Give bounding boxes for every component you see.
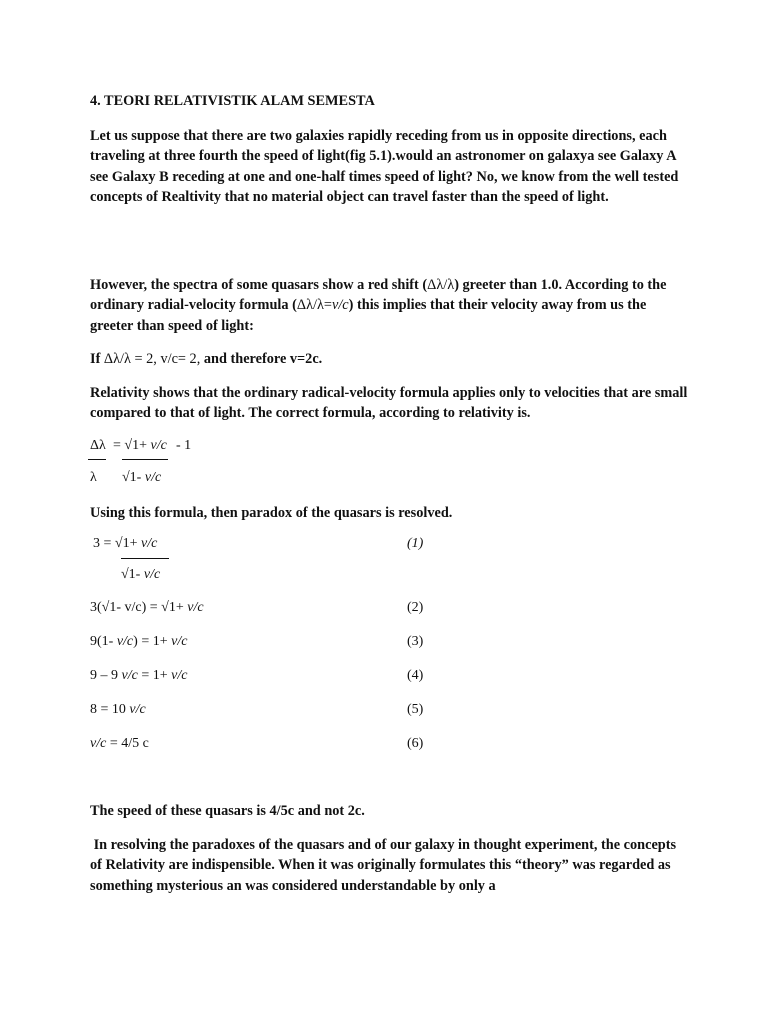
equation-number: (6) bbox=[407, 736, 424, 751]
math-var: v/c bbox=[171, 634, 188, 649]
math-var: v/c bbox=[143, 567, 161, 582]
paragraph-relativity: Relativity shows that the ordinary radical-velocity formula applies only to velocities that are small compared to that of light. The correct formula, according to relativity is. bbox=[90, 385, 688, 422]
text: If bbox=[90, 351, 104, 367]
equation-body bbox=[90, 668, 187, 684]
math-text: 3(√1- v/c) = √1+ bbox=[90, 600, 188, 615]
equation-number: (2) bbox=[407, 600, 424, 615]
equation-body bbox=[90, 702, 146, 718]
math-inline: Δλ/λ bbox=[427, 277, 455, 293]
text: ) this implies that their velocity away from us the greeter than speed of light: bbox=[90, 297, 647, 334]
math-var: v/c bbox=[144, 470, 162, 485]
math-inline: Δλ/λ= bbox=[296, 297, 332, 314]
formula-numerator-left: Δλ bbox=[90, 438, 106, 453]
math-text: 8 = 10 bbox=[90, 702, 130, 717]
paragraph-using-formula: Using this formula, then paradox of the quasars is resolved. bbox=[90, 505, 453, 521]
formula-rhs-denominator bbox=[122, 470, 161, 486]
equation-number: (3) bbox=[407, 634, 424, 649]
math-text: 9(1- bbox=[90, 634, 117, 649]
paragraph-resolving: In resolving the paradoxes of the quasars and of our galaxy in thought experiment, the concepts of Relativity are indispensible. When it was originally formulates this “theory” was regarded as something mysterious an was considered understandable by only a bbox=[90, 837, 680, 894]
math-var: v/c bbox=[187, 600, 204, 615]
fraction-bar bbox=[122, 459, 168, 460]
text: ) greeter than 1.0. According to the ordinary radial-velocity formula ( bbox=[90, 277, 667, 314]
formula-rhs-numerator bbox=[113, 438, 167, 454]
math-text: = 1+ bbox=[137, 668, 172, 683]
fraction-bar bbox=[121, 558, 169, 559]
paragraph-if-condition bbox=[90, 349, 690, 369]
formula-minus-one: - 1 bbox=[176, 438, 192, 453]
equation-number: (4) bbox=[407, 668, 424, 683]
math-text: = √1+ bbox=[113, 438, 151, 453]
math-text: = 4/5 c bbox=[106, 736, 149, 751]
equation-body bbox=[90, 634, 187, 650]
paragraph-quasar-redshift bbox=[90, 275, 690, 336]
equation-body bbox=[90, 736, 149, 752]
math-var: v/c bbox=[171, 668, 188, 683]
math-text: 3 = √1+ bbox=[93, 536, 141, 551]
equation-number: (1) bbox=[407, 536, 424, 551]
text: and therefore v=2c. bbox=[200, 351, 323, 367]
section-heading: 4. TEORI RELATIVISTIK ALAM SEMESTA bbox=[90, 93, 375, 109]
equation-number: (5) bbox=[407, 702, 424, 717]
math-var: v/c bbox=[90, 736, 107, 751]
math-var: v/c bbox=[129, 702, 146, 717]
math-var: v/c bbox=[116, 634, 134, 649]
fraction-bar bbox=[88, 459, 106, 460]
math-text: 9 – 9 bbox=[90, 668, 122, 683]
math-var: v/c bbox=[121, 668, 138, 683]
formula-denominator-left: λ bbox=[90, 470, 97, 485]
math-var: v/c bbox=[140, 536, 158, 551]
paragraph-conclusion: The speed of these quasars is 4/5c and not 2c. bbox=[90, 803, 365, 819]
math-inline-var: v/c bbox=[331, 297, 349, 314]
paragraph-galaxies: Let us suppose that there are two galaxies rapidly receding from us in opposite directions, each traveling at three fourth the speed of light(fig 5.1).would an astronomer on galaxya see Galaxy A see Galaxy B receding at one and one-half times speed of light? No, we know from the well tested concepts of Realtivity that no material object can travel faster than the speed of light. bbox=[90, 128, 679, 205]
math-text: ) = 1+ bbox=[133, 634, 172, 649]
math-text: √1- bbox=[122, 470, 145, 485]
math-inline: Δλ/λ = 2, v/c= 2, bbox=[103, 351, 201, 367]
math-var: v/c bbox=[150, 438, 167, 453]
equation-denominator bbox=[121, 567, 160, 583]
equation-body bbox=[90, 600, 204, 616]
math-text: √1- bbox=[121, 567, 144, 582]
equation-lhs bbox=[93, 536, 157, 552]
text: However, the spectra of some quasars show a red shift ( bbox=[90, 277, 428, 293]
